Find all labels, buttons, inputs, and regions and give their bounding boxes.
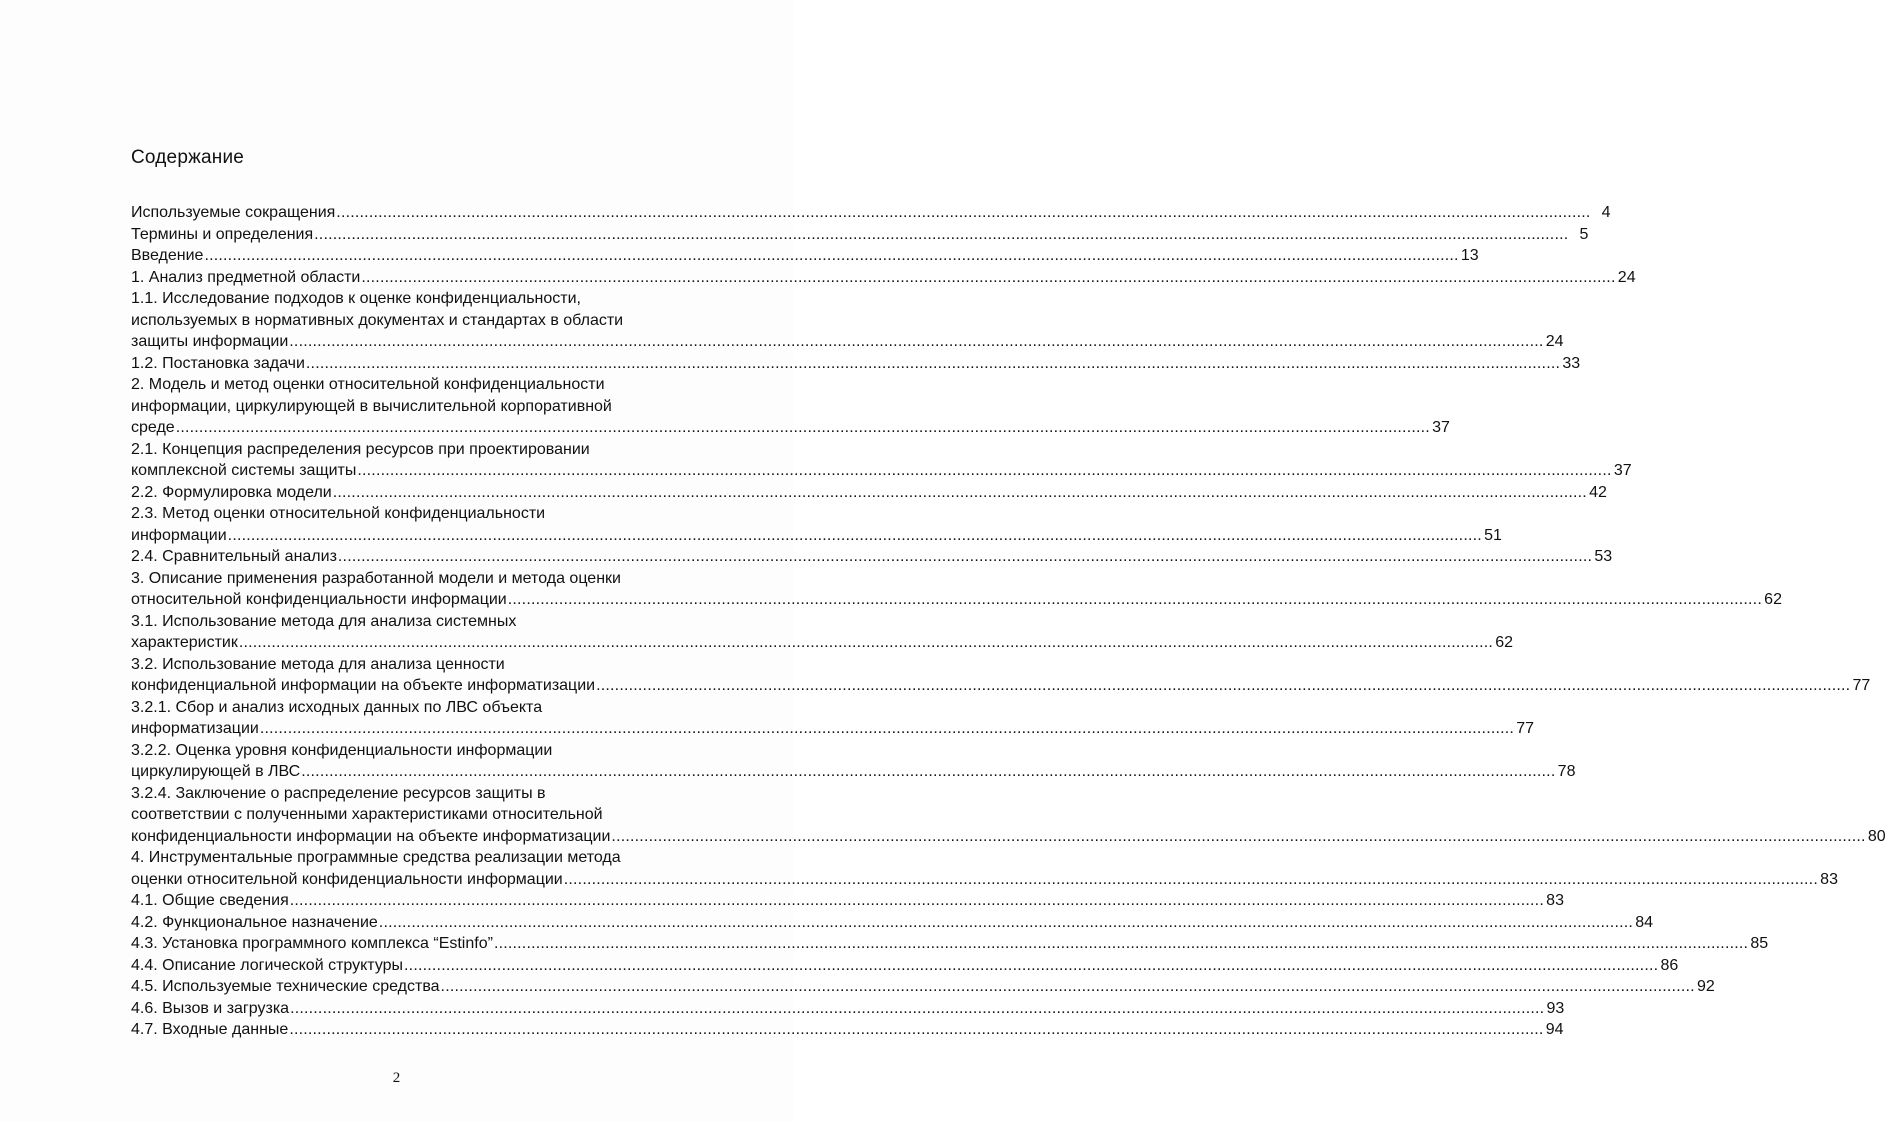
toc-entry [131, 654, 1871, 697]
toc-entry [131, 546, 1613, 568]
toc-entry-text-line: комплексной системы защиты [131, 462, 357, 479]
toc-entry [131, 912, 1654, 934]
toc-entry-text-line: конфиденциальности информации на объекте информатизации [131, 827, 611, 845]
dot-leader [290, 998, 1544, 1020]
toc-entry-last-line [131, 976, 1715, 998]
toc-entry-page: 13 [1460, 247, 1479, 264]
toc-entry-page: 92 [1696, 978, 1715, 995]
toc-entry-text-line: 3.2.4. Заключение о распределение ресурсов защиты в [131, 784, 546, 802]
toc-entry-text-line: 2.1. Концепция распределения ресурсов при проектировании [131, 440, 590, 458]
toc-entry [131, 224, 1589, 246]
toc-entry-text-line: используемых в нормативных документах и стандартах в области [131, 311, 624, 329]
toc-entry-last-line [131, 826, 1886, 848]
toc-entry-text-line: 2.2. Формулировка модели [131, 483, 332, 501]
dot-leader [290, 890, 1544, 912]
toc-entry-page: 78 [1557, 763, 1576, 780]
dot-leader [379, 912, 1633, 934]
dot-leader [176, 417, 1430, 439]
toc-entry-text-line: 1.2. Постановка задачи [131, 354, 305, 372]
toc-entry [131, 955, 1679, 977]
toc-entry-text-line: 3.2.1. Сбор и анализ исходных данных по ЛВС объекта [131, 698, 543, 716]
toc-entry-page: 77 [1852, 677, 1871, 694]
toc-entry [131, 374, 1450, 439]
toc-entry-last-line [131, 482, 1607, 504]
toc-entry-page: 5 [1579, 225, 1589, 243]
toc-entry-last-line [131, 224, 1589, 246]
toc-entry-last-line [131, 933, 1769, 955]
toc-entry-page: 37 [1613, 462, 1632, 479]
dot-leader [239, 632, 1493, 654]
toc-entry-last-line [131, 525, 1502, 547]
toc-entry-text-line: 2. Модель и метод оценки относительной конфиденциальности [131, 376, 605, 393]
toc-entry-last-line [131, 998, 1565, 1020]
toc-entry-text-line: соответствии с полученными характеристиками относительной [131, 806, 603, 823]
toc-entry [131, 482, 1607, 504]
dot-leader [260, 718, 1514, 740]
toc-entry-page: 24 [1617, 268, 1636, 286]
toc-entry-page: 4 [1601, 204, 1611, 221]
toc-entry-text-line: защиты информации [131, 333, 289, 350]
toc-entry [131, 998, 1565, 1020]
toc-entry-text-line: 4.7. Входные данные [131, 1021, 289, 1038]
toc-entry-last-line [131, 955, 1679, 977]
toc-entry-page: 53 [1594, 548, 1613, 565]
toc-entry-last-line [131, 245, 1479, 267]
toc-entry-last-line [131, 675, 1871, 697]
dot-leader [301, 761, 1555, 783]
toc-entry [131, 783, 1886, 848]
table-of-contents [131, 202, 1886, 1041]
toc-entry-text-line: характеристик [131, 634, 238, 651]
toc-entry-last-line [131, 589, 1782, 611]
page-number: 2 [392, 1070, 401, 1086]
toc-entry-last-line [131, 353, 1581, 375]
toc-entry-text-line: конфиденциальной информации на объекте информатизации [131, 677, 596, 694]
dot-leader [357, 460, 1611, 482]
toc-entry-page: 80 [1867, 827, 1886, 845]
toc-entry [131, 503, 1502, 546]
dot-leader [306, 353, 1560, 375]
toc-entry-text-line: 3.1. Использование метода для анализа системных [131, 612, 517, 630]
toc-entry-page: 37 [1432, 419, 1450, 436]
toc-entry-text-line: Используемые сокращения [131, 204, 336, 221]
toc-entry [131, 267, 1636, 289]
toc-entry-page: 33 [1562, 354, 1581, 372]
toc-entry-page: 62 [1764, 591, 1782, 608]
toc-entry-last-line [131, 267, 1636, 289]
toc-entry-text-line: 4. Инструментальные программные средства реализации метода [131, 849, 621, 866]
dot-leader [289, 1019, 1543, 1041]
toc-entry-text-line: 1. Анализ предметной области [131, 268, 361, 286]
toc-entry [131, 697, 1535, 740]
toc-entry-page: 62 [1495, 634, 1514, 651]
toc-entry-page: 83 [1546, 892, 1564, 909]
toc-entry-text-line: 4.1. Общие сведения [131, 892, 289, 909]
dot-leader [333, 482, 1587, 504]
dot-leader [204, 245, 1458, 267]
toc-entry [131, 933, 1769, 955]
toc-entry-text-line: 1.1. Исследование подходов к оценке конфиденциальности, [131, 290, 581, 307]
toc-entry-last-line [131, 202, 1611, 224]
dot-leader [314, 224, 1568, 246]
toc-entry-page: 84 [1635, 913, 1654, 931]
toc-entry-text-line: 3. Описание применения разработанной модели и метода оценки [131, 569, 621, 587]
toc-entry [131, 1019, 1564, 1041]
toc-entry-last-line [131, 632, 1514, 654]
toc-entry-page: 24 [1545, 333, 1564, 350]
toc-entry-page: 93 [1546, 999, 1565, 1017]
toc-entry [131, 288, 1564, 353]
dot-leader [361, 267, 1615, 289]
toc-entry-page: 94 [1545, 1021, 1564, 1038]
toc-entry-page: 77 [1516, 720, 1535, 737]
toc-entry [131, 568, 1782, 611]
toc-entry [131, 890, 1564, 912]
toc-entry-text-line: информатизации [131, 720, 259, 737]
toc-entry-page: 86 [1660, 956, 1679, 974]
toc-entry [131, 245, 1479, 267]
dot-leader [404, 955, 1658, 977]
toc-entry-last-line [131, 912, 1654, 934]
toc-entry-page: 85 [1750, 935, 1769, 952]
toc-entry [131, 847, 1838, 890]
dot-leader [441, 976, 1695, 998]
toc-entry-last-line [131, 761, 1576, 783]
toc-entry-last-line [131, 331, 1564, 353]
toc-entry-page: 51 [1484, 526, 1502, 544]
toc-entry-last-line [131, 460, 1632, 482]
toc-entry-last-line [131, 546, 1613, 568]
dot-leader [508, 589, 1762, 611]
toc-entry-text-line: циркулирующей в ЛВС [131, 763, 301, 780]
dot-leader [494, 933, 1748, 955]
toc-entry-text-line: Введение [131, 247, 204, 264]
toc-entry-last-line [131, 890, 1564, 912]
toc-entry-last-line [131, 417, 1450, 439]
toc-entry [131, 353, 1581, 375]
toc-entry [131, 976, 1715, 998]
toc-entry-text-line: 2.4. Сравнительный анализ [131, 548, 337, 565]
toc-entry-last-line [131, 1019, 1564, 1041]
dot-leader [228, 525, 1482, 547]
toc-entry-text-line: информации, циркулирующей в вычислительной корпоративной [131, 397, 612, 415]
toc-entry-text-line: 4.5. Используемые технические средства [131, 978, 440, 995]
toc-entry [131, 611, 1514, 654]
toc-entry-text-line: относительной конфиденциальности информации [131, 591, 507, 608]
dot-leader [338, 546, 1592, 568]
toc-entry-text-line: среде [131, 419, 175, 436]
toc-entry-text-line: 4.4. Описание логической структуры [131, 956, 404, 974]
dot-leader [336, 202, 1590, 224]
toc-entry-page: 42 [1589, 483, 1607, 501]
toc-entry-text-line: 3.2.2. Оценка уровня конфиденциальности информации [131, 741, 553, 759]
toc-entry-text-line: 4.3. Установка программного комплекса “Estinfo” [131, 935, 493, 952]
toc-entry-text-line: 4.2. Функциональное назначение [131, 913, 378, 931]
toc-entry-text-line: 3.2. Использование метода для анализа ценности [131, 655, 505, 673]
toc-entry-last-line [131, 718, 1535, 740]
dot-leader [564, 869, 1818, 891]
toc-entry-text-line: Термины и определения [131, 225, 314, 243]
dot-leader [596, 675, 1850, 697]
toc-entry [131, 202, 1611, 224]
toc-entry [131, 439, 1632, 482]
toc-heading: Содержание [131, 147, 245, 168]
toc-entry-last-line [131, 869, 1838, 891]
dot-leader [289, 331, 1543, 353]
toc-entry-page: 83 [1820, 870, 1838, 888]
toc-entry [131, 740, 1576, 783]
toc-entry-text-line: оценки относительной конфиденциальности информации [131, 870, 563, 888]
toc-entry-text-line: 4.6. Вызов и загрузка [131, 999, 290, 1017]
dot-leader [611, 826, 1865, 848]
toc-entry-text-line: информации [131, 526, 227, 544]
toc-entry-text-line: 2.3. Метод оценки относительной конфиденциальности [131, 505, 546, 522]
